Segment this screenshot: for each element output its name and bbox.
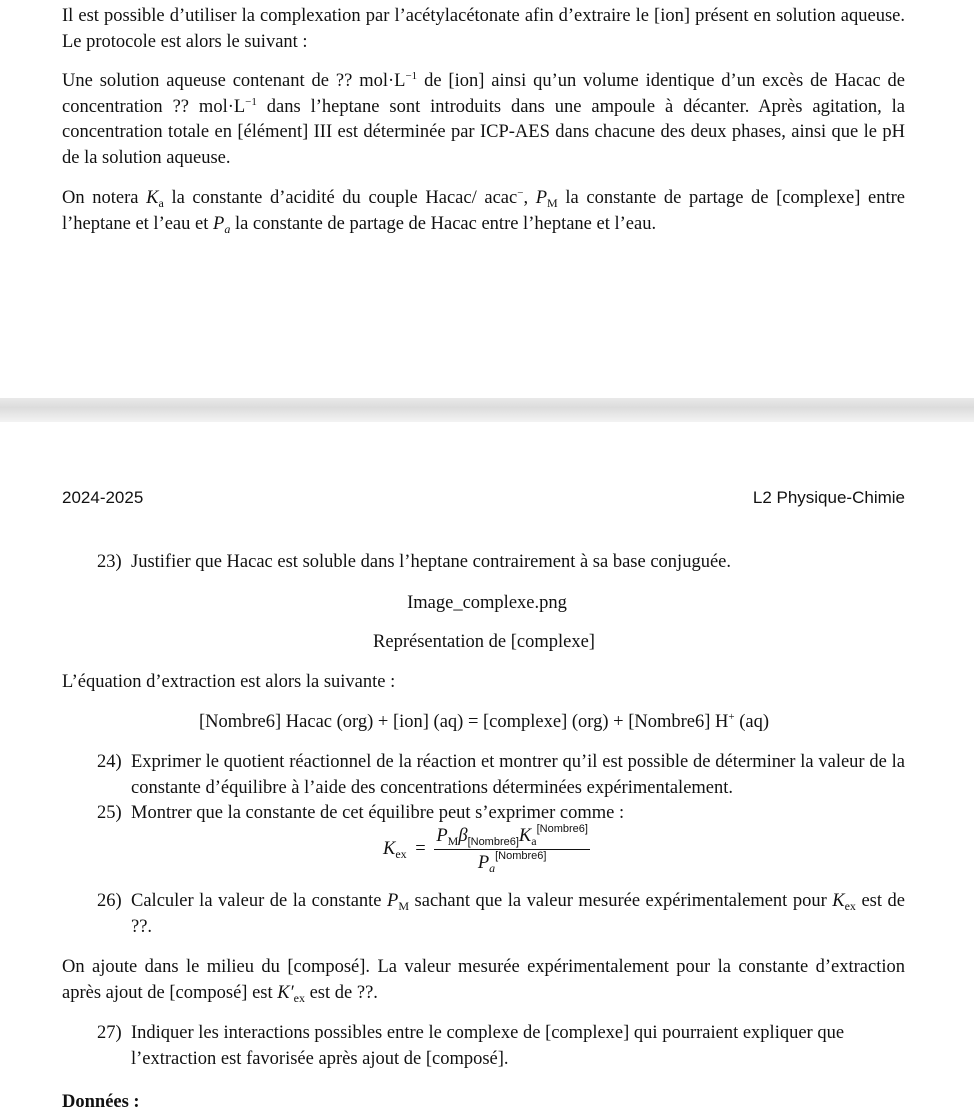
additive-paragraph xyxy=(62,955,905,1006)
protocol-paragraph xyxy=(62,69,905,171)
header-course: L2 Physique-Chimie xyxy=(752,488,905,507)
subscript-a: a xyxy=(158,196,164,210)
extraction-equation xyxy=(0,710,968,736)
equation-intro: L’équation d’extraction est alors la suivante : xyxy=(62,672,396,692)
formula-numerator xyxy=(434,825,590,850)
q26-text-a: Calculer la valeur de la constante xyxy=(131,891,388,911)
q27-number: 27) xyxy=(97,1023,122,1043)
donnees-heading: Données : xyxy=(62,1092,140,1112)
intro-text: Il est possible d’utiliser la complexation par l’acétylacétonate afin d’extraire le [ion] présent en solution aqueuse. Le protocole est alors le suivant : xyxy=(62,6,905,52)
num-beta-sub: [Nombre6] xyxy=(467,836,519,848)
symbol-K: K xyxy=(146,188,159,208)
exponent-plus: + xyxy=(728,711,735,723)
para-text-a: On ajoute dans le milieu du [composé]. La valeur mesurée expérimentalement pour la constante d’extraction après ajout de [composé] est xyxy=(62,957,905,1003)
subscript-ex: ex xyxy=(844,899,856,913)
page-bottom xyxy=(0,422,974,1112)
q25-number: 25) xyxy=(97,803,122,823)
num-K: K xyxy=(518,826,532,846)
exponent: −1 xyxy=(405,70,418,82)
q26-text-b: sachant que la valeur mesurée expérimentalement pour xyxy=(409,891,833,911)
kex-formula xyxy=(383,825,590,885)
q23-text: Justifier que Hacac est soluble dans l’heptane contrairement à sa base conjuguée. xyxy=(131,552,731,572)
symbol-P: P xyxy=(535,188,548,208)
formula-denominator xyxy=(434,850,590,874)
num-M: M xyxy=(447,834,459,848)
exponent-minus: − xyxy=(517,187,524,199)
num-a: a xyxy=(531,834,537,848)
notation-text-b: la constante d’acidité du couple Hacac/ acac xyxy=(163,188,518,208)
image-caption: Représentation de [complexe] xyxy=(373,632,595,652)
den-exp: [Nombre6] xyxy=(495,850,547,862)
subscript-M: M xyxy=(398,899,410,913)
num-beta: β xyxy=(458,826,468,846)
q25-text: Montrer que la constante de cet équilibre peut s’exprimer comme : xyxy=(131,803,625,823)
protocol-text-c: dans l’heptane sont introduits dans une ampoule à décanter. Après agitation, la concentration totale en [élément] III est déterminée par ICP-AES dans chacune des deux phases, ainsi que le pH de la solution aqueuse. xyxy=(62,96,905,168)
subscript-ex: ex xyxy=(293,990,305,1005)
q23-number: 23) xyxy=(97,552,122,572)
notation-text-c: , xyxy=(523,188,536,208)
image-placeholder: Image_complexe.png xyxy=(407,593,567,613)
q26-number: 26) xyxy=(97,891,122,911)
symbol-K: K xyxy=(832,891,845,911)
donnees-heading-cut xyxy=(62,1086,140,1112)
subscript-a-italic: a xyxy=(224,221,231,236)
q24-number: 24) xyxy=(97,752,122,772)
symbol-P: P xyxy=(213,213,225,234)
para-text-b: est de ??. xyxy=(304,982,378,1003)
num-P: P xyxy=(436,826,448,846)
equation-text-b: (aq) xyxy=(734,712,770,732)
header-year: 2024-2025 xyxy=(62,488,144,507)
q27-text: Indiquer les interactions possibles entre le complexe de [complexe] qui pourraient expliquer que l’extraction est favorisée après ajout de [composé]. xyxy=(131,1023,845,1069)
intro-paragraph xyxy=(62,4,905,55)
formula-fraction xyxy=(434,825,590,874)
symbol-P: P xyxy=(387,891,399,911)
equals-sign: = xyxy=(415,838,426,859)
page-separator xyxy=(0,398,974,422)
equation-text-a: [Nombre6] Hacac (org) + [ion] (aq) = [complexe] (org) + [Nombre6] H xyxy=(198,712,729,732)
q26-text-c: est de ??. xyxy=(131,891,905,937)
q26-text xyxy=(131,889,905,940)
num-exp: [Nombre6] xyxy=(536,823,588,835)
exponent: −1 xyxy=(245,95,257,108)
notation-text-e: la constante de partage de Hacac entre l’heptane et l’eau. xyxy=(230,213,657,234)
formula-lhs-K: K xyxy=(383,838,396,859)
protocol-text-a: Une solution aqueuse contenant de ?? mol·L xyxy=(62,71,406,91)
subscript-M: M xyxy=(547,196,558,210)
q24-text: Exprimer le quotient réactionnel de la réaction et montrer qu’il est possible de déterminer la valeur de la constante d’équilibre à l’aide des concentrations déterminées expérimentalement. xyxy=(131,752,905,798)
notation-text-d: la constante de partage de [complexe] entre l’heptane et l’eau et xyxy=(62,188,906,234)
formula-lhs-sub: ex xyxy=(395,846,407,861)
den-P: P xyxy=(477,853,490,873)
den-a: a xyxy=(489,861,496,875)
notation-paragraph xyxy=(62,186,905,237)
protocol-text-b: de [ion] ainsi qu’un volume identique d’un excès de Hacac de concentration ?? mol·L xyxy=(62,71,906,117)
symbol-K-prime: K′ xyxy=(277,982,294,1003)
formula-lhs xyxy=(383,837,430,863)
notation-text-a: On notera xyxy=(62,188,147,208)
page-top xyxy=(0,0,974,400)
